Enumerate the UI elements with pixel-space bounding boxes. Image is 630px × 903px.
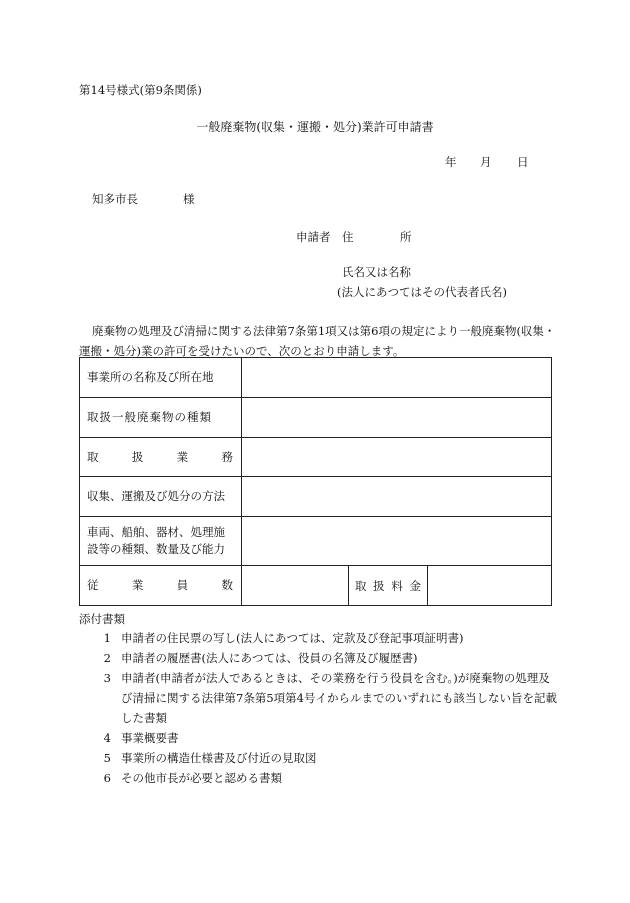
attachment-number: 4 — [103, 731, 111, 745]
attachment-text: 申請者の住民票の写し(法人にあつては、定款及び登記事項証明書) — [121, 631, 464, 645]
attachment-text: 事業概要書 — [121, 731, 179, 745]
employees-char: 数 — [221, 578, 233, 592]
document-title: 一般廃棄物(収集・運搬・処分)業許可申請書 — [196, 120, 434, 134]
date-year: 年 — [445, 155, 457, 169]
fee-char: 取 — [355, 578, 367, 593]
row-method-value[interactable] — [242, 477, 552, 517]
attachment-item — [79, 648, 559, 668]
date-day: 日 — [517, 155, 529, 169]
date-month: 月 — [480, 155, 492, 169]
row-fee-label — [349, 566, 428, 606]
business-char: 取 — [87, 449, 99, 464]
business-char: 業 — [176, 449, 189, 464]
row-office-label: 事業所の名称及び所在地 — [80, 358, 242, 398]
row-business-label — [80, 438, 242, 477]
attachment-text: 事業所の構造仕様書及び付近の見取図 — [121, 751, 317, 765]
application-table — [79, 357, 552, 606]
equipment-line-2: 設等の種類、数量及び能力 — [87, 542, 225, 556]
attachment-item — [79, 668, 559, 728]
business-char: 務 — [221, 449, 233, 464]
attachment-number: 2 — [103, 651, 111, 665]
employees-char: 従 — [87, 578, 99, 592]
attachment-text: 申請者(申請者が法人であるときは、その業務を行う役員を含む。)が廃棄物の処理及び清掃に関する法律第7条第5項第4号イからルまでのいずれにも該当しない旨を記載した書類 — [121, 671, 557, 725]
row-method-label: 収集、運搬及び処分の方法 — [80, 477, 242, 517]
attachments-title: 添付書類 — [79, 612, 125, 626]
row-office-value[interactable] — [242, 358, 552, 398]
employees-char: 員 — [176, 578, 189, 592]
row-waste-type-value[interactable] — [242, 398, 552, 438]
attachment-number: 3 — [103, 671, 111, 685]
addressee-honorific: 様 — [183, 192, 195, 206]
attachment-text: その他市長が必要と認める書類 — [121, 771, 282, 785]
row-waste-type-label: 取扱一般廃棄物の種類 — [80, 398, 242, 438]
business-char: 扱 — [131, 449, 144, 464]
attachment-item — [79, 768, 559, 788]
form-number: 第14号様式(第9条関係) — [79, 83, 202, 97]
attachment-number: 1 — [103, 631, 111, 645]
address-label-2: 所 — [400, 230, 412, 244]
address-label-1: 住 — [342, 230, 354, 244]
row-equipment-value[interactable] — [242, 517, 552, 566]
row-employees-value[interactable] — [242, 566, 349, 606]
attachment-item — [79, 748, 559, 768]
applicant-label: 申請者 — [296, 230, 331, 244]
attachments — [79, 610, 559, 788]
addressee-name: 知多市長 — [92, 192, 138, 206]
equipment-line-1: 車両、船舶、器材、処理施 — [87, 525, 225, 539]
attachment-item — [79, 728, 559, 748]
name-note: (法人にあつてはその代表者氏名) — [337, 285, 507, 299]
attachment-item — [79, 628, 559, 648]
fee-char: 金 — [409, 578, 421, 593]
row-employees-label — [80, 566, 242, 606]
intro-text: 廃棄物の処理及び清掃に関する法律第7条第1項又は第6項の規定により一般廃棄物(収集・運搬・処分)業の許可を受けたいので、次のとおり申請します。 — [79, 324, 556, 358]
name-label: 氏名又は名称 — [342, 265, 411, 279]
attachment-number: 5 — [103, 751, 111, 765]
employees-char: 業 — [131, 578, 144, 592]
fee-char: 料 — [391, 578, 403, 593]
row-fee-value[interactable] — [428, 566, 552, 606]
fee-char: 扱 — [373, 578, 385, 593]
attachment-number: 6 — [103, 771, 111, 785]
row-business-value[interactable] — [242, 438, 552, 477]
attachment-text: 申請者の履歴書(法人にあつては、役員の名簿及び履歴書) — [121, 651, 418, 665]
row-equipment-label — [80, 517, 242, 566]
